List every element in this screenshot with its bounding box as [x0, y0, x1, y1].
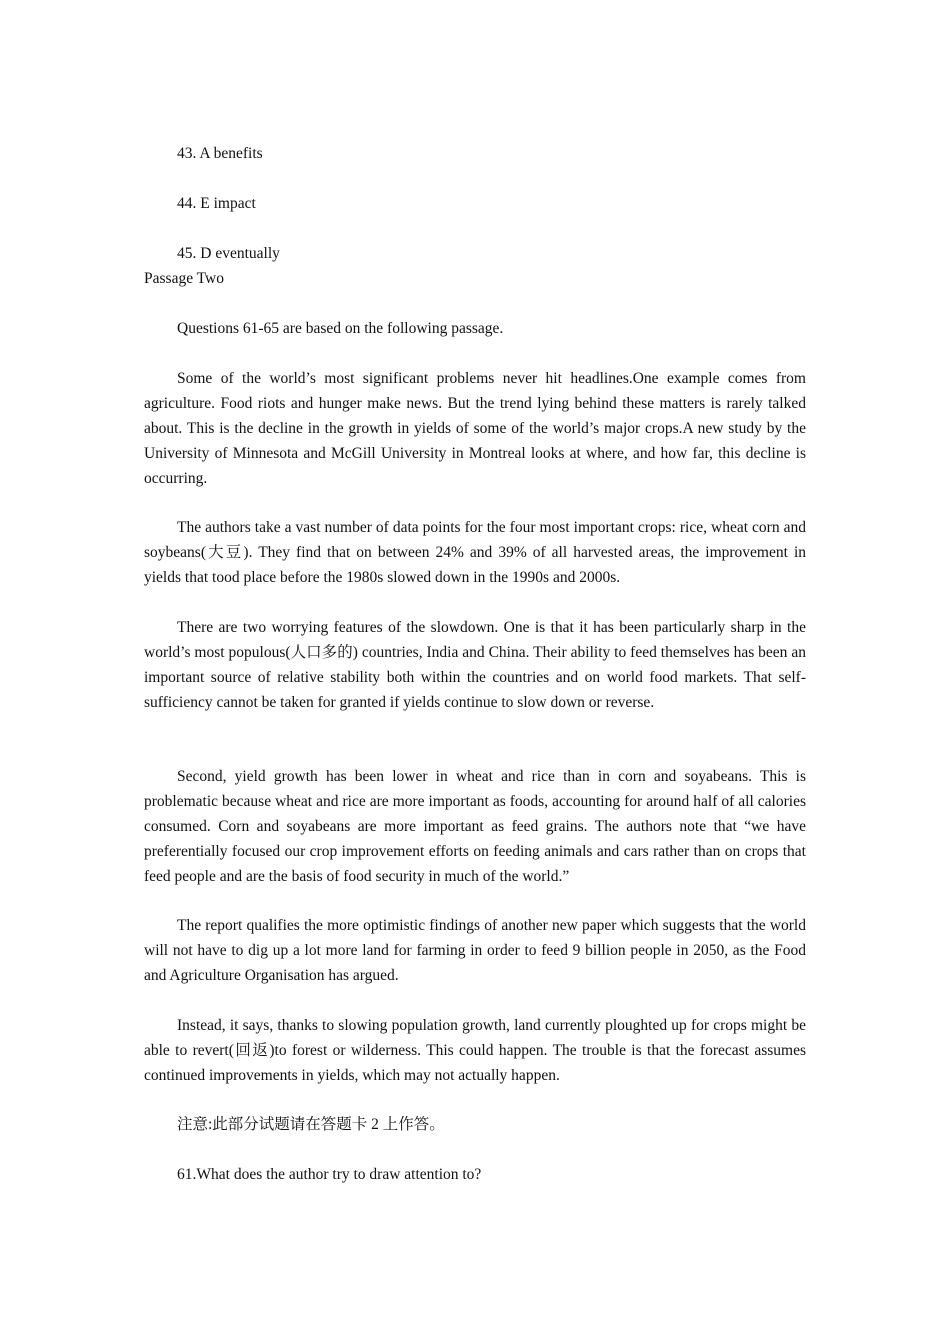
paragraph-1: Some of the world’s most significant problems never hit headlines.One example comes from agriculture. Food riots and hunger make news. But the trend lying behind these matters is rarely talked about. This is the decline in the growth in yields of some of the world’s major crops.A new study by the University of Minnesota and McGill University in Montreal looks at where, and how far, this decline is occurring. — [144, 370, 806, 487]
paragraph-4: Second, yield growth has been lower in wheat and rice than in corn and soyabeans. This is problematic because wheat and rice are more important as foods, accounting for around half of all calories consumed. Corn and soyabeans are more important as feed grains. The authors note that “we have preferentially focused our crop improvement efforts on feeding animals and cars rather than on crops that feed people and are the basis of food security in much of the world.” — [144, 768, 806, 885]
question-61: 61.What does the author try to draw attention to? — [177, 1166, 482, 1183]
instruction-text: Questions 61-65 are based on the following passage. — [177, 320, 504, 337]
answer-43: 43. A benefits — [177, 145, 263, 162]
paragraph-5: The report qualifies the more optimistic findings of another new paper which suggests that the world will not have to dig up a lot more land for farming in order to feed 9 billion people in 2050, as the Food and Agriculture Organisation has argued. — [144, 917, 806, 984]
paragraph-3: There are two worrying features of the slowdown. One is that it has been particularly sharp in the world’s most populous(人口多的) countries, India and China. Their ability to feed themselves has been an important source of relative stability both within the countries and on world food markets. That self-sufficiency cannot be taken for granted if yields continue to slow down or reverse. — [144, 619, 806, 711]
answer-sheet-note: 注意:此部分试题请在答题卡 2 上作答。 — [177, 1116, 445, 1133]
section-title: Passage Two — [144, 270, 224, 287]
paragraph-2: The authors take a vast number of data points for the four most important crops: rice, wheat corn and soybeans(大豆). They find that on between 24% and 39% of all harvested areas, the improvement in yields that tood place before the 1980s slowed down in the 1990s and 2000s. — [144, 519, 806, 586]
answer-45: 45. D eventually — [177, 245, 280, 262]
answer-44: 44. E impact — [177, 195, 256, 212]
paragraph-6: Instead, it says, thanks to slowing population growth, land currently ploughted up for crops might be able to revert(回返)to forest or wilderness. This could happen. The trouble is that the forecast assumes continued improvements in yields, which may not actually happen. — [144, 1017, 806, 1084]
